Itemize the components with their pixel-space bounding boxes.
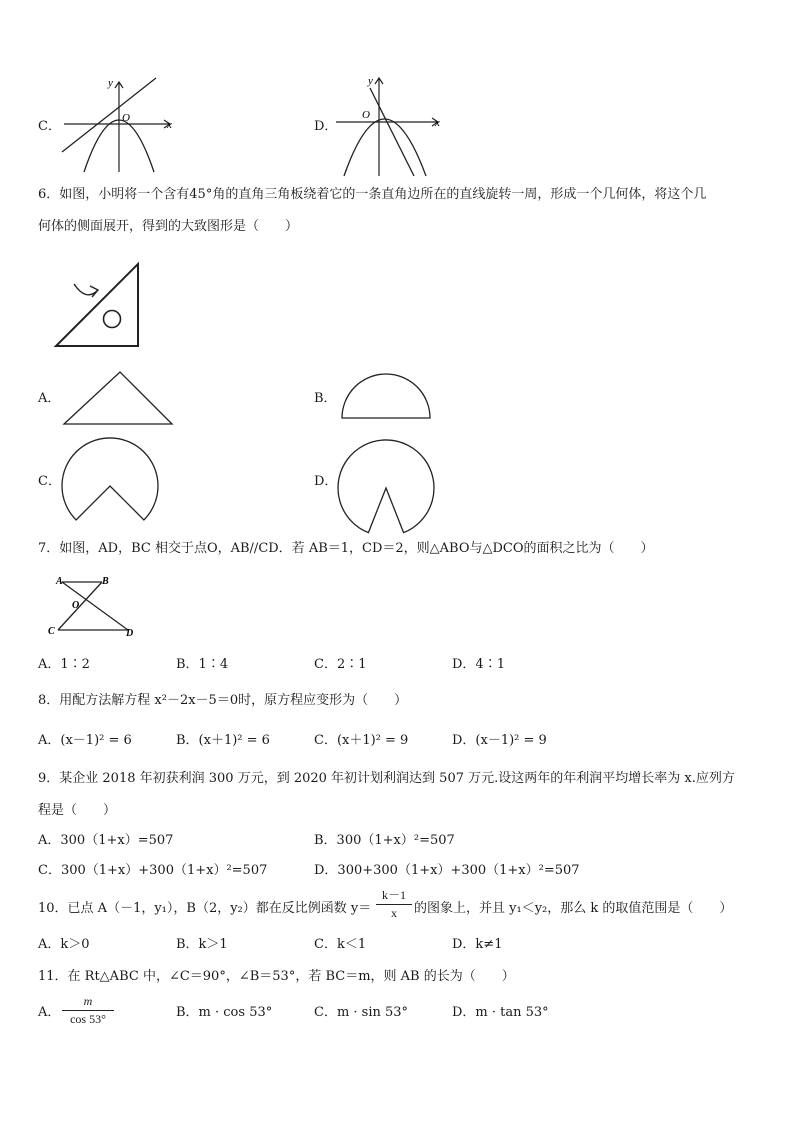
q11-option-a-numerator: m (83, 994, 93, 1008)
q9-stem-line2: 程是（ ） (38, 803, 117, 818)
q7-option-a: A．1∶2 (38, 657, 90, 672)
q6-stem-line2: 何体的侧面展开，得到的大致图形是（ ） (38, 219, 299, 234)
q6-option-b-label: B． (314, 391, 337, 406)
q9-option-d: D．300+300（1+x）+300（1+x）²=507 (314, 863, 580, 878)
q8-option-b: B．(x＋1)² = 6 (176, 733, 270, 748)
q8-option-c: C．(x＋1)² = 9 (314, 733, 409, 748)
q10-option-c: C．k＜1 (314, 937, 367, 952)
q7-label-d: D (126, 628, 134, 639)
q10-option-d: D．k≠1 (452, 937, 503, 952)
q11-option-a-denominator: cos 53° (70, 1012, 106, 1026)
q6-option-c-label: C． (38, 474, 61, 489)
q5c-x-label: x (167, 119, 172, 131)
q11-option-a-fraction (62, 994, 114, 1027)
q6-option-a-triangle (62, 370, 174, 426)
q6-option-b-semicircle (340, 374, 432, 420)
q6-triangle-ruler-figure (52, 262, 142, 348)
q10-fraction-numerator: k－1 (381, 888, 406, 902)
q5-option-c-label: C． (38, 119, 61, 134)
q10-fraction-denominator: x (391, 906, 397, 920)
q9-stem-line1: 9．某企业 2018 年初获利润 300 万元，到 2020 年初计划利润达到 507 万元.设这两年的年利润平均增长率为 x.应列方 (38, 771, 735, 786)
q11-option-c: C．m · sin 53° (314, 1005, 409, 1020)
q5c-origin-label: O (122, 112, 130, 124)
q11-option-a-bar (62, 1010, 114, 1011)
q7-label-a: A (56, 576, 63, 587)
q10-fraction (376, 886, 412, 921)
q11-option-d: D．m · tan 53° (452, 1005, 549, 1020)
q10-option-b: B．k＞1 (176, 937, 228, 952)
q11-stem: 11．在 Rt△ABC 中，∠C＝90°，∠B＝53°，若 BC＝m，则 AB 的长为（ ） (38, 969, 515, 984)
q7-option-d: D．4∶1 (452, 657, 505, 672)
q7-label-o: O (72, 600, 80, 611)
q8-option-a: A．(x－1)² = 6 (38, 733, 132, 748)
q6-option-a-label: A． (38, 391, 61, 406)
q10-stem-after: 的图象上，并且 y₁＜y₂，那么 k 的取值范围是（ ） (414, 901, 733, 916)
q10-fraction-bar (376, 904, 412, 905)
q5d-origin-label: O (362, 109, 370, 121)
q7-label-c: C (48, 626, 55, 637)
q7-label-b: B (102, 576, 109, 587)
q10-option-a: A．k＞0 (38, 937, 90, 952)
q5d-y-label: y (368, 75, 373, 87)
q9-option-a: A．300（1+x）=507 (38, 833, 174, 848)
q9-option-b: B．300（1+x）²=507 (314, 833, 455, 848)
q6-option-c-sector (62, 442, 158, 538)
q8-option-d: D．(x－1)² = 9 (452, 733, 547, 748)
q11-option-b: B．m · cos 53° (176, 1005, 273, 1020)
q5d-x-label: x (435, 117, 440, 129)
q7-stem: 7．如图，AD，BC 相交于点O，AB//CD．若 AB＝1，CD＝2，则△ABO与△DCO的面积之比为（ ） (38, 541, 654, 556)
q5-option-d-graph (334, 72, 449, 177)
q8-stem: 8．用配方法解方程 x²－2x－5＝0时，原方程应变形为（ ） (38, 693, 408, 708)
q9-option-c: C．300（1+x）+300（1+x）²=507 (38, 863, 268, 878)
q5-option-c-graph (60, 74, 185, 174)
q10-stem-before: 10．已点 A（－1，y₁），B（2，y₂）都在反比例函数 y＝ (38, 901, 372, 916)
q6-stem-line1: 6．如图，小明将一个含有45°角的直角三角板绕着它的一条直角边所在的直线旋转一周，形成一个几何体，将这个几 (38, 187, 707, 202)
q7-figure (46, 572, 142, 640)
q5-option-d-label: D． (314, 119, 338, 134)
q7-option-c: C．2∶1 (314, 657, 367, 672)
q5c-y-label: y (108, 77, 113, 89)
q6-option-d-label: D． (314, 474, 338, 489)
q6-option-d-sector (338, 440, 434, 536)
q11-option-a-label: A． (38, 1005, 61, 1020)
q7-option-b: B．1∶4 (176, 657, 229, 672)
